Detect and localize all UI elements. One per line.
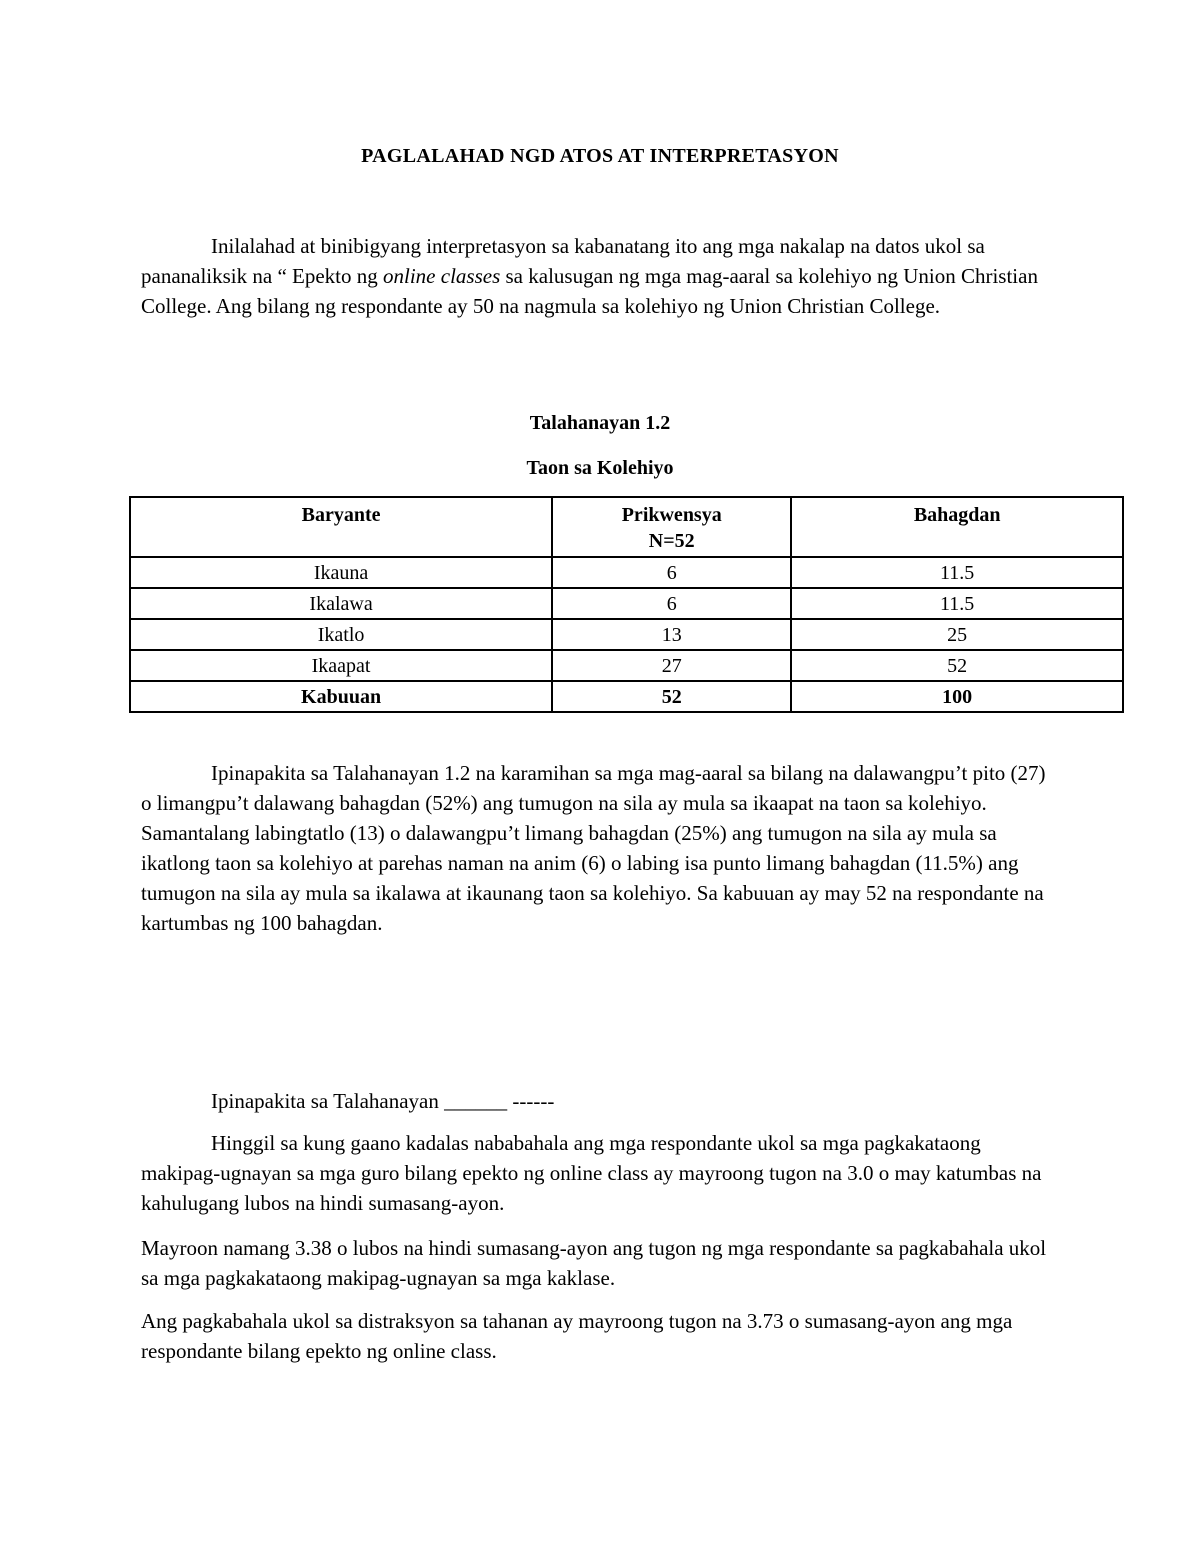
row-percentage: 11.5 xyxy=(791,588,1123,619)
row-label: Ikatlo xyxy=(130,619,552,650)
row-frequency: 6 xyxy=(552,557,791,588)
header-baryante: Baryante xyxy=(130,497,552,557)
row-percentage: 52 xyxy=(791,650,1123,681)
header-prikwensya-label: Prikwensya xyxy=(621,504,722,526)
row-frequency: 6 xyxy=(552,588,791,619)
intro-paragraph xyxy=(141,231,1061,321)
table-row xyxy=(130,650,1123,681)
mayroon-paragraph: Mayroon namang 3.38 o lubos na hindi sumasang-ayon ang tugon ng mga respondante sa pagkabahala ukol sa mga pagkakataong makipag-ugnayan sa mga kaklase. xyxy=(141,1236,1047,1290)
table-subtitle: Taon sa Kolehiyo xyxy=(526,457,674,479)
table-header-row xyxy=(130,497,1123,557)
placeholder-line: Ipinapakita sa Talahanayan ______ ------ xyxy=(211,1089,555,1113)
row-frequency: 13 xyxy=(552,619,791,650)
row-percentage: 25 xyxy=(791,619,1123,650)
table-total-row xyxy=(130,681,1123,712)
analysis-paragraph: Ipinapakita sa Talahanayan 1.2 na karamihan sa mga mag-aaral sa bilang na dalawangpu’t pito (27) o limangpu’t dalawang bahagdan (52%) ang tumugon na sila ay mula sa ikaapat na taon sa kolehiyo. Samantalang labingtatlo (13) o dalawangpu’t limang bahagdan (25%) ang tumugon na sila ay mula sa ikatlong taon sa kolehiyo at parehas naman na anim (6) o labing isa punto limang bahagdan (11.5%) ang tumugon na sila ay mula sa ikalawa at ikaunang taon sa kolehiyo. Sa kabuuan ay may 52 na respondante na kartumbas ng 100 bahagdan. xyxy=(141,761,1046,935)
row-label: Ikaapat xyxy=(130,650,552,681)
table-row xyxy=(130,588,1123,619)
total-percentage: 100 xyxy=(791,681,1123,712)
table-row xyxy=(130,619,1123,650)
header-prikwensya xyxy=(552,497,791,557)
distraksyon-paragraph: Ang pagkabahala ukol sa distraksyon sa tahanan ay mayroong tugon na 3.73 o sumasang-ayon ang mga respondante bilang epekto ng online class. xyxy=(141,1309,1013,1363)
table-caption: Talahanayan 1.2 xyxy=(529,412,671,434)
year-level-table xyxy=(129,496,1124,713)
row-percentage: 11.5 xyxy=(791,557,1123,588)
document-title: PAGLALAHAD NGD ATOS AT INTERPRETASYON xyxy=(361,145,839,167)
intro-text-end: sa kalusugan ng mga mag-aaral sa kolehiyo ng Union Christian College. Ang bilang ng respondante ay 50 na nagmula sa kolehiyo ng Union Christian College. xyxy=(141,264,1038,318)
header-prikwensya-n: N=52 xyxy=(648,530,695,552)
header-bahagdan: Bahagdan xyxy=(791,497,1123,557)
intro-italic-term: online classes xyxy=(383,264,501,288)
row-label: Ikauna xyxy=(130,557,552,588)
hinggil-paragraph: Hinggil sa kung gaano kadalas nababahala ang mga respondante ukol sa mga pagkakataong makipag-ugnayan sa mga guro bilang epekto ng online class ay mayroong tugon na 3.0 o may katumbas na kahulugang lubos na hindi sumasang-ayon. xyxy=(141,1131,1042,1215)
intro-text-start: Inilalahad at binibigyang interpretasyon sa kabanatang ito ang mga nakalap na datos ukol sa pananaliksik na “ Epekto ng xyxy=(141,234,985,288)
row-frequency: 27 xyxy=(552,650,791,681)
total-frequency: 52 xyxy=(552,681,791,712)
table-row xyxy=(130,557,1123,588)
row-label: Ikalawa xyxy=(130,588,552,619)
total-label: Kabuuan xyxy=(130,681,552,712)
